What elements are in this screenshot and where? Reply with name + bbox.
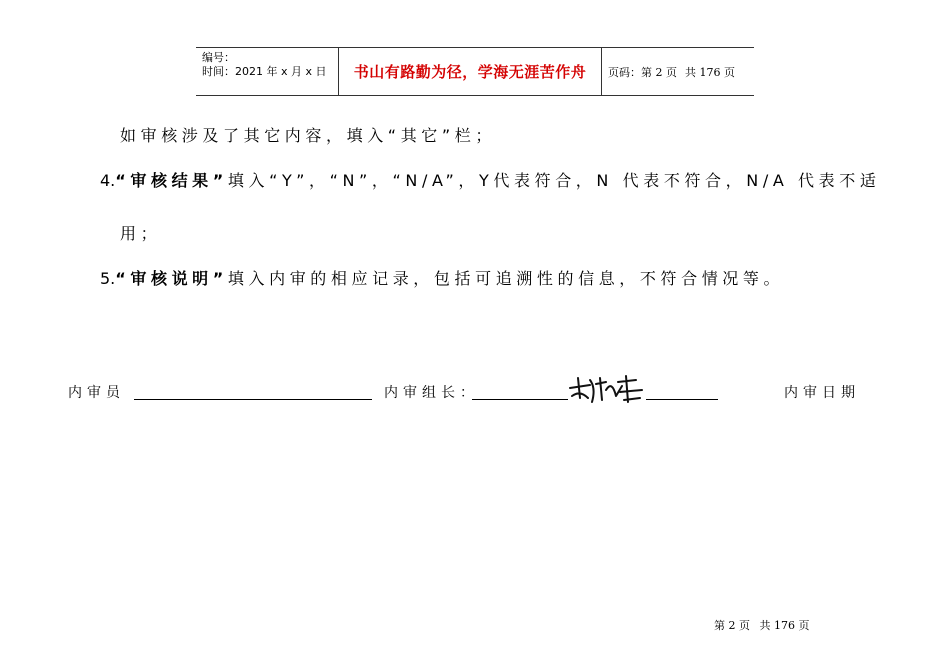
item-4-text: 填入“Y”，“N”，“N/A”，Y代表符合，N 代表不符合，N/A 代表不适	[227, 171, 881, 190]
item-4-number: 4.	[100, 171, 116, 190]
footer-total: 共 176 页	[759, 619, 810, 632]
list-item-4	[100, 168, 880, 191]
signature-row	[0, 374, 950, 414]
leader-signature-line-left	[472, 399, 568, 400]
document-number-label: 编号：	[202, 51, 235, 64]
list-item-5	[100, 266, 784, 289]
handwritten-signature	[566, 374, 646, 408]
leader-signature-line-right	[646, 399, 718, 400]
item-4-continuation: 用；	[120, 224, 162, 243]
document-header	[196, 47, 754, 96]
header-total-label: 共 176 页	[685, 65, 735, 79]
body-line-1: 如审核涉及了其它内容，填入“其它”栏；	[120, 126, 496, 145]
header-meta	[196, 48, 338, 95]
item-4-term: “审核结果”	[115, 171, 228, 190]
item-5-number: 5.	[100, 269, 116, 288]
header-motto: 书山有路勤为径，学海无涯苦作舟	[338, 48, 602, 95]
date-label: 内审日期	[784, 385, 860, 401]
item-5-text: 填入内审的相应记录，包括可追溯性的信息，不符合情况等。	[227, 269, 785, 288]
leader-label: 内审组长：	[384, 385, 479, 401]
item-5-term: “审核说明”	[115, 269, 228, 288]
header-page-info	[602, 48, 754, 95]
header-page-label: 页码：第 2 页	[608, 65, 677, 79]
auditor-signature-line	[134, 399, 372, 400]
footer-page: 第 2 页	[714, 619, 750, 632]
auditor-label: 内审员	[68, 385, 125, 401]
document-time-label: 时间：2021 年 x 月 x 日	[202, 65, 327, 78]
page-footer	[714, 617, 810, 633]
